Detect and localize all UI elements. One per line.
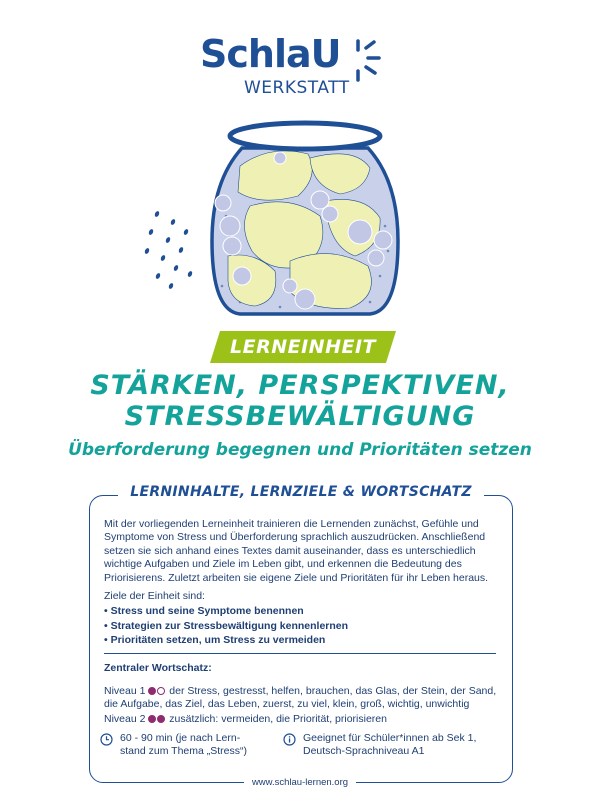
page-title-line2: STRESSBEWÄLTIGUNG (124, 401, 476, 432)
goal-item: • Prioritäten setzen, um Stress zu vermeiden (104, 633, 348, 648)
level1-label: Niveau 1 (104, 685, 146, 697)
unit-badge (210, 331, 396, 363)
intro-paragraph: Mit der vorliegenden Lerneinheit trainieren die Lernenden zunächst, Gefühle und Symptome von Stress und Überforderung sprachlich auszudrücken. Anschließend setzen sie sich anhand eines Textes damit auseinander, dass es unterschiedlich wichtige Aufgaben und Ziele im Leben gibt, und erkennen die Bedeutung des Priorisierens. Zuletzt arbeiten sie eigene Ziele und Prioritäten für ihr Leben heraus. (104, 518, 489, 584)
badge-label: LERNEINHEIT (230, 336, 376, 358)
page-subtitle: Überforderung begegnen und Prioritäten setzen (68, 440, 532, 460)
page-title-line1: STÄRKEN, PERSPEKTIVEN, (90, 370, 510, 401)
footer-url[interactable]: www.schlau-lernen.org (244, 777, 356, 788)
level-dot-filled (157, 715, 165, 723)
logo (200, 30, 400, 100)
goal-item: • Stress und seine Symptome benennen (104, 604, 348, 619)
duration-line1: 60 - 90 min (je nach Lern- (120, 732, 241, 744)
box-heading: LERNINHALTE, LERNZIELE & WORTSCHATZ (118, 484, 484, 500)
level-dot-empty (157, 687, 165, 695)
sunburst-icon (350, 36, 390, 86)
duration-line2: stand zum Thema „Stress“) (120, 745, 248, 758)
level2-text: zusätzlich: vermeiden, die Priorität, priorisieren (169, 713, 387, 725)
vocab-label: Zentraler Wortschatz: (104, 662, 212, 674)
level-dot-filled (148, 687, 156, 695)
logo-subtitle: WERKSTATT (244, 78, 350, 98)
clock-icon (100, 733, 113, 746)
goal-item: • Strategien zur Stressbewältigung kennenlernen (104, 619, 348, 634)
suitability-line2: Deutsch-Sprachniveau A1 (303, 745, 425, 758)
level2-label: Niveau 2 (104, 713, 146, 725)
suitability-line1: Geeignet für Schüler*innen ab Sek 1, (303, 732, 477, 744)
info-icon (283, 733, 296, 746)
level-dot-filled (148, 715, 156, 723)
jar-illustration (130, 106, 470, 331)
level1-text: der Stress, gestresst, helfen, brauchen, das Glas, der Stein, der Sand, die Aufgabe, das Ziel, das Leben, zuerst, zu viel, klein, groß, wichtig, unwichtig (104, 685, 497, 711)
level2-vocab (104, 713, 506, 725)
goals-label: Ziele der Einheit sind: (104, 590, 205, 602)
level1-vocab (104, 685, 506, 712)
goals-list (104, 604, 348, 648)
footer (0, 772, 600, 790)
divider (104, 653, 496, 654)
logo-word: SchlaU (200, 32, 341, 76)
